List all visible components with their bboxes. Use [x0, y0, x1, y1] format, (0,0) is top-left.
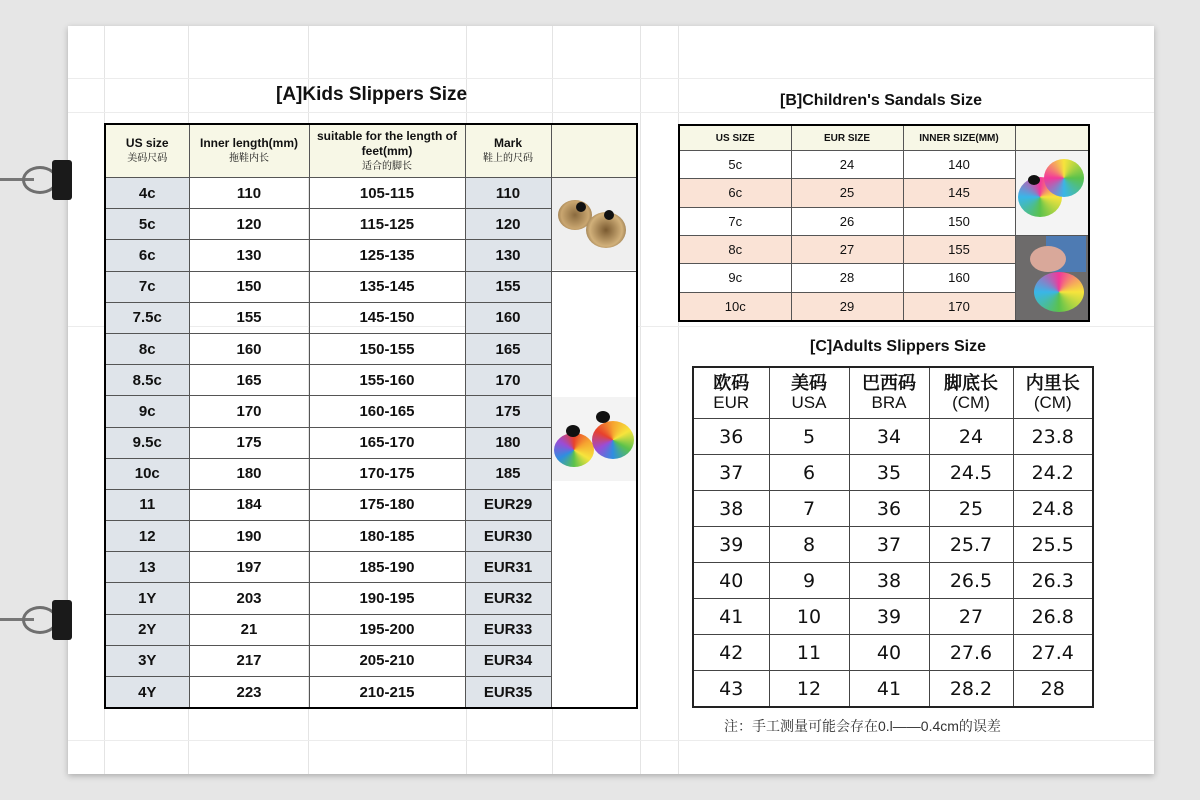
cell-mark: EUR29 [465, 489, 551, 520]
cell-us-size: 9.5c [105, 427, 189, 458]
cell-eur-size: 27 [791, 236, 903, 264]
cell-foot-length: 28.2 [929, 671, 1013, 708]
cell-eur: 43 [693, 671, 769, 708]
col-us-size: US size 美码尺码 [105, 124, 189, 178]
cell-us-size: 10c [679, 292, 791, 321]
cell-usa: 9 [769, 563, 849, 599]
cell-eur: 40 [693, 563, 769, 599]
cell-foot-length: 175-180 [309, 489, 465, 520]
cell-eur: 41 [693, 599, 769, 635]
cell-inner-length: 25.5 [1013, 527, 1093, 563]
cell-foot-length: 170-175 [309, 458, 465, 489]
binder-clip-icon [0, 152, 78, 212]
section-c-title: [C]Adults Slippers Size [810, 338, 987, 355]
col-foot-length: 脚底长 (CM) [929, 367, 1013, 419]
cell-mark: 165 [465, 333, 551, 364]
cell-us-size: 1Y [105, 583, 189, 614]
cell-inner-length: 184 [189, 489, 309, 520]
cell-inner-size: 140 [903, 151, 1015, 179]
cell-us-size: 7.5c [105, 302, 189, 333]
fur-slide-rainbow-photo [552, 397, 636, 481]
grid-line [68, 740, 1154, 741]
cell-us-size: 4Y [105, 677, 189, 709]
cell-us-size: 6c [105, 240, 189, 271]
col-us-size: US SIZE [679, 125, 791, 151]
cell-eur-size: 24 [791, 151, 903, 179]
table-row [105, 178, 637, 209]
cell-inner-length: 26.8 [1013, 599, 1093, 635]
cell-foot-length: 115-125 [309, 209, 465, 240]
adults-slippers-rows [693, 419, 1093, 708]
cell-foot-length: 185-190 [309, 552, 465, 583]
cell-inner-size: 150 [903, 207, 1015, 235]
cell-us-size: 2Y [105, 614, 189, 645]
cell-foot-length: 190-195 [309, 583, 465, 614]
cell-usa: 8 [769, 527, 849, 563]
table-row [693, 563, 1093, 599]
cell-inner-length: 190 [189, 521, 309, 552]
cell-foot-length: 135-145 [309, 271, 465, 302]
cell-inner-length: 197 [189, 552, 309, 583]
cell-us-size: 7c [679, 207, 791, 235]
adults-slippers-size-table [692, 366, 1094, 708]
fur-slide-pink-photo [1016, 151, 1088, 235]
cell-bra: 38 [849, 563, 929, 599]
kids-slippers-size-table [104, 123, 638, 709]
cell-inner-size: 145 [903, 179, 1015, 207]
cell-usa: 10 [769, 599, 849, 635]
col-foot-length: suitable for the length of feet(mm) 适合的脚长 [309, 124, 465, 178]
cell-inner-length: 160 [189, 333, 309, 364]
cell-eur: 42 [693, 635, 769, 671]
cell-mark: 120 [465, 209, 551, 240]
cell-foot-length: 150-155 [309, 333, 465, 364]
cell-mark: EUR31 [465, 552, 551, 583]
cell-foot-length: 205-210 [309, 645, 465, 676]
cell-foot-length: 26.5 [929, 563, 1013, 599]
cell-us-size: 10c [105, 458, 189, 489]
cell-mark: EUR33 [465, 614, 551, 645]
cell-foot-length: 180-185 [309, 521, 465, 552]
cell-inner-length: 27.4 [1013, 635, 1093, 671]
cell-us-size: 9c [679, 264, 791, 292]
cell-eur-size: 28 [791, 264, 903, 292]
cell-us-size: 12 [105, 521, 189, 552]
cell-eur-size: 25 [791, 179, 903, 207]
cell-us-size: 5c [679, 151, 791, 179]
cell-bra: 37 [849, 527, 929, 563]
cell-foot-length: 27 [929, 599, 1013, 635]
cell-inner-length: 170 [189, 396, 309, 427]
cell-eur-size: 26 [791, 207, 903, 235]
table-row [693, 455, 1093, 491]
table-row [693, 599, 1093, 635]
cell-foot-length: 195-200 [309, 614, 465, 645]
col-picture [551, 124, 637, 178]
cell-us-size: 11 [105, 489, 189, 520]
spreadsheet-page [68, 26, 1154, 774]
cell-mark: 170 [465, 365, 551, 396]
cell-foot-length: 155-160 [309, 365, 465, 396]
col-inner-size: INNER SIZE(MM) [903, 125, 1015, 151]
cell-mark: EUR32 [465, 583, 551, 614]
cell-foot-length: 125-135 [309, 240, 465, 271]
cell-inner-length: 28 [1013, 671, 1093, 708]
cell-mark: EUR35 [465, 677, 551, 709]
table-row [679, 151, 1089, 179]
fur-slide-brown-photo [552, 178, 636, 270]
table-header-row [105, 124, 637, 178]
cell-inner-length: 150 [189, 271, 309, 302]
cell-usa: 11 [769, 635, 849, 671]
cell-inner-length: 24.2 [1013, 455, 1093, 491]
table-header-row [679, 125, 1089, 151]
col-eur: 欧码 EUR [693, 367, 769, 419]
cell-us-size: 9c [105, 396, 189, 427]
cell-mark: 110 [465, 178, 551, 209]
table-row [693, 635, 1093, 671]
col-eur-size: EUR SIZE [791, 125, 903, 151]
cell-foot-length: 25.7 [929, 527, 1013, 563]
cell-us-size: 7c [105, 271, 189, 302]
cell-eur: 38 [693, 491, 769, 527]
cell-inner-length: 180 [189, 458, 309, 489]
cell-bra: 39 [849, 599, 929, 635]
cell-inner-size: 160 [903, 264, 1015, 292]
cell-foot-length: 27.6 [929, 635, 1013, 671]
cell-us-size: 8.5c [105, 365, 189, 396]
cell-bra: 41 [849, 671, 929, 708]
binder-clip-icon [0, 592, 78, 652]
grid-line [640, 26, 641, 774]
cell-eur: 37 [693, 455, 769, 491]
table-row [693, 491, 1093, 527]
cell-inner-length: 24.8 [1013, 491, 1093, 527]
fur-slide-worn-photo [1016, 236, 1088, 320]
table-header-row [693, 367, 1093, 419]
cell-bra: 36 [849, 491, 929, 527]
cell-inner-length: 110 [189, 178, 309, 209]
sandals-rows [679, 151, 1089, 322]
col-mark: Mark 鞋上的尺码 [465, 124, 551, 178]
cell-eur: 36 [693, 419, 769, 455]
table-row [105, 271, 637, 302]
cell-inner-length: 165 [189, 365, 309, 396]
picture-cell [1015, 151, 1089, 236]
cell-us-size: 5c [105, 209, 189, 240]
cell-mark: 185 [465, 458, 551, 489]
cell-inner-length: 120 [189, 209, 309, 240]
col-bra: 巴西码 BRA [849, 367, 929, 419]
cell-inner-length: 175 [189, 427, 309, 458]
grid-line [68, 112, 1154, 113]
cell-foot-length: 160-165 [309, 396, 465, 427]
cell-us-size: 13 [105, 552, 189, 583]
section-a-title: [A]Kids Slippers Size [276, 84, 468, 105]
cell-us-size: 6c [679, 179, 791, 207]
cell-inner-size: 155 [903, 236, 1015, 264]
cell-inner-length: 23.8 [1013, 419, 1093, 455]
cell-inner-length: 155 [189, 302, 309, 333]
cell-eur-size: 29 [791, 292, 903, 321]
cell-foot-length: 145-150 [309, 302, 465, 333]
table-row [679, 236, 1089, 264]
cell-mark: 160 [465, 302, 551, 333]
picture-cell [551, 271, 637, 708]
cell-us-size: 3Y [105, 645, 189, 676]
cell-inner-size: 170 [903, 292, 1015, 321]
cell-mark: 180 [465, 427, 551, 458]
cell-eur: 39 [693, 527, 769, 563]
section-b-title: [B]Children's Sandals Size [780, 92, 983, 109]
cell-usa: 12 [769, 671, 849, 708]
picture-cell [1015, 236, 1089, 322]
cell-inner-length: 217 [189, 645, 309, 676]
picture-cell [551, 178, 637, 272]
cell-mark: 155 [465, 271, 551, 302]
col-picture [1015, 125, 1089, 151]
cell-mark: 130 [465, 240, 551, 271]
cell-mark: EUR30 [465, 521, 551, 552]
col-inner-length: 内里长 (CM) [1013, 367, 1093, 419]
cell-foot-length: 165-170 [309, 427, 465, 458]
childrens-sandals-size-table [678, 124, 1090, 322]
cell-mark: EUR34 [465, 645, 551, 676]
cell-us-size: 4c [105, 178, 189, 209]
cell-inner-length: 21 [189, 614, 309, 645]
col-inner-length: Inner length(mm) 拖鞋内长 [189, 124, 309, 178]
cell-foot-length: 25 [929, 491, 1013, 527]
table-row [693, 527, 1093, 563]
cell-inner-length: 26.3 [1013, 563, 1093, 599]
cell-us-size: 8c [105, 333, 189, 364]
cell-foot-length: 24 [929, 419, 1013, 455]
cell-inner-length: 130 [189, 240, 309, 271]
cell-inner-length: 223 [189, 677, 309, 709]
cell-us-size: 8c [679, 236, 791, 264]
cell-inner-length: 203 [189, 583, 309, 614]
cell-foot-length: 24.5 [929, 455, 1013, 491]
cell-bra: 40 [849, 635, 929, 671]
kids-slippers-rows [105, 178, 637, 709]
col-usa: 美码 USA [769, 367, 849, 419]
cell-foot-length: 105-115 [309, 178, 465, 209]
cell-usa: 7 [769, 491, 849, 527]
table-row [693, 671, 1093, 708]
measurement-note: 注：手工测量可能会存在0.l——0.4cm的误差 [724, 718, 1001, 734]
cell-bra: 34 [849, 419, 929, 455]
grid-line [68, 78, 1154, 79]
table-row [693, 419, 1093, 455]
cell-usa: 5 [769, 419, 849, 455]
cell-mark: 175 [465, 396, 551, 427]
cell-usa: 6 [769, 455, 849, 491]
cell-bra: 35 [849, 455, 929, 491]
cell-foot-length: 210-215 [309, 677, 465, 709]
